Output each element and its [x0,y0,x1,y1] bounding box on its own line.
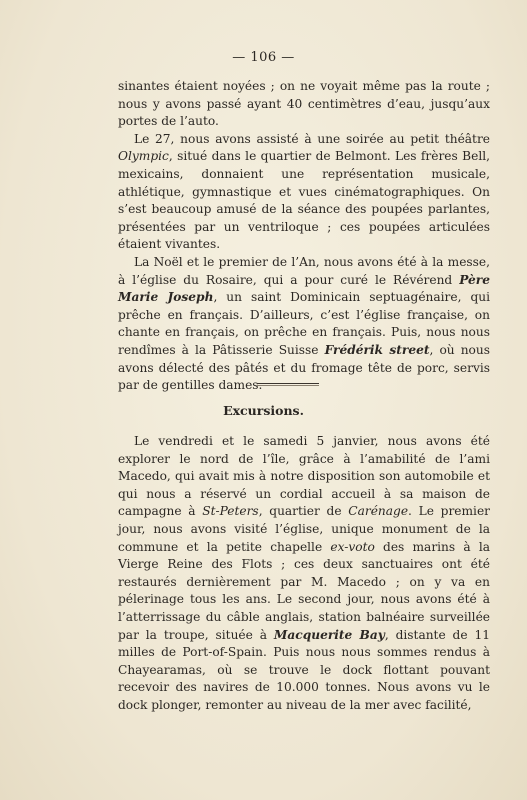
text-block-top [118,78,490,395]
italic-pere-marie-joseph: Père Marie Joseph [118,272,490,305]
paragraph-olympic: Le 27, nous avons assisté à une soirée au petit théâtre Olympic, situé dans le quartier de Belmont. Les frères Bell, mexicains, donnaient une représentation musicale, athlétique, gymnastique et vues cinématographiques. On s’est beaucoup amusé de la séance des poupées parlantes, présentées par un ventriloque ; ces poupées articulées étaient vivantes. [118,131,490,252]
section-heading: Excursions. [223,403,304,418]
paragraph-excursions: Le vendredi et le samedi 5 janvier, nous avons été explorer le nord de l’île, grâce à l’amabilité de l’ami Macedo, qui avait mis à notre disposition son automobile et qui nous a réservé un cordial accueil à sa maison de campagne à St-Peters, quartier de Carénage. Le premier jour, nous avons visité l’église, unique monument de la commune et la petite chapelle ex-voto des marins à la Vierge Reine des Flots ; ces deux sanctuaires ont été restaurés dernièrement par M. Macedo ; on y va en pélerinage tous les ans. Le second jour, nous avons été à l’atterrissage du câble anglais, station balnéaire surveillée par la troupe, située à Macquerite Bay, distante de 11 milles de Port-of-Spain. Puis nous nous sommes rendus à Chayearamas, où se trouve le dock flottant pouvant recevoir des navires de 10.000 tonnes. Nous avons vu le dock plonger, remonter au niveau de la mer avec facilité, [118,434,490,712]
page-number: — 106 — [232,50,295,65]
italic-st-peters: St-Peters [202,504,259,519]
section-divider [257,383,319,384]
italic-ex-voto: ex-voto [330,539,375,554]
italic-macquerite-bay: Macquerite Bay [273,627,385,642]
italic-carenage: Carénage [348,504,409,519]
paragraph-continued: sinantes étaient noyées ; on ne voyait même pas la route ; nous y avons passé ayant 40 centimètres d’eau, jusqu’aux portes de l’auto. [118,79,490,129]
paragraph-noel: La Noël et le premier de l’An, nous avons été à la messe, à l’église du Rosaire, qui a pour curé le Révérend Père Marie Joseph, un saint Dominicain septuagénaire, qui prêche en français. D’ailleurs, c’est l’église française, on chante en français, on prêche en français. Puis, nous nous rendîmes à la Pâtisserie Suisse Frédérik street, où nous avons délecté des pâtés et du fromage tête de porc, servis par de gentilles dames. [118,254,490,393]
text-block-excursions [118,433,490,715]
italic-olympic: Olympic [118,149,169,164]
italic-frederik-street: Frédérik street [324,342,430,357]
